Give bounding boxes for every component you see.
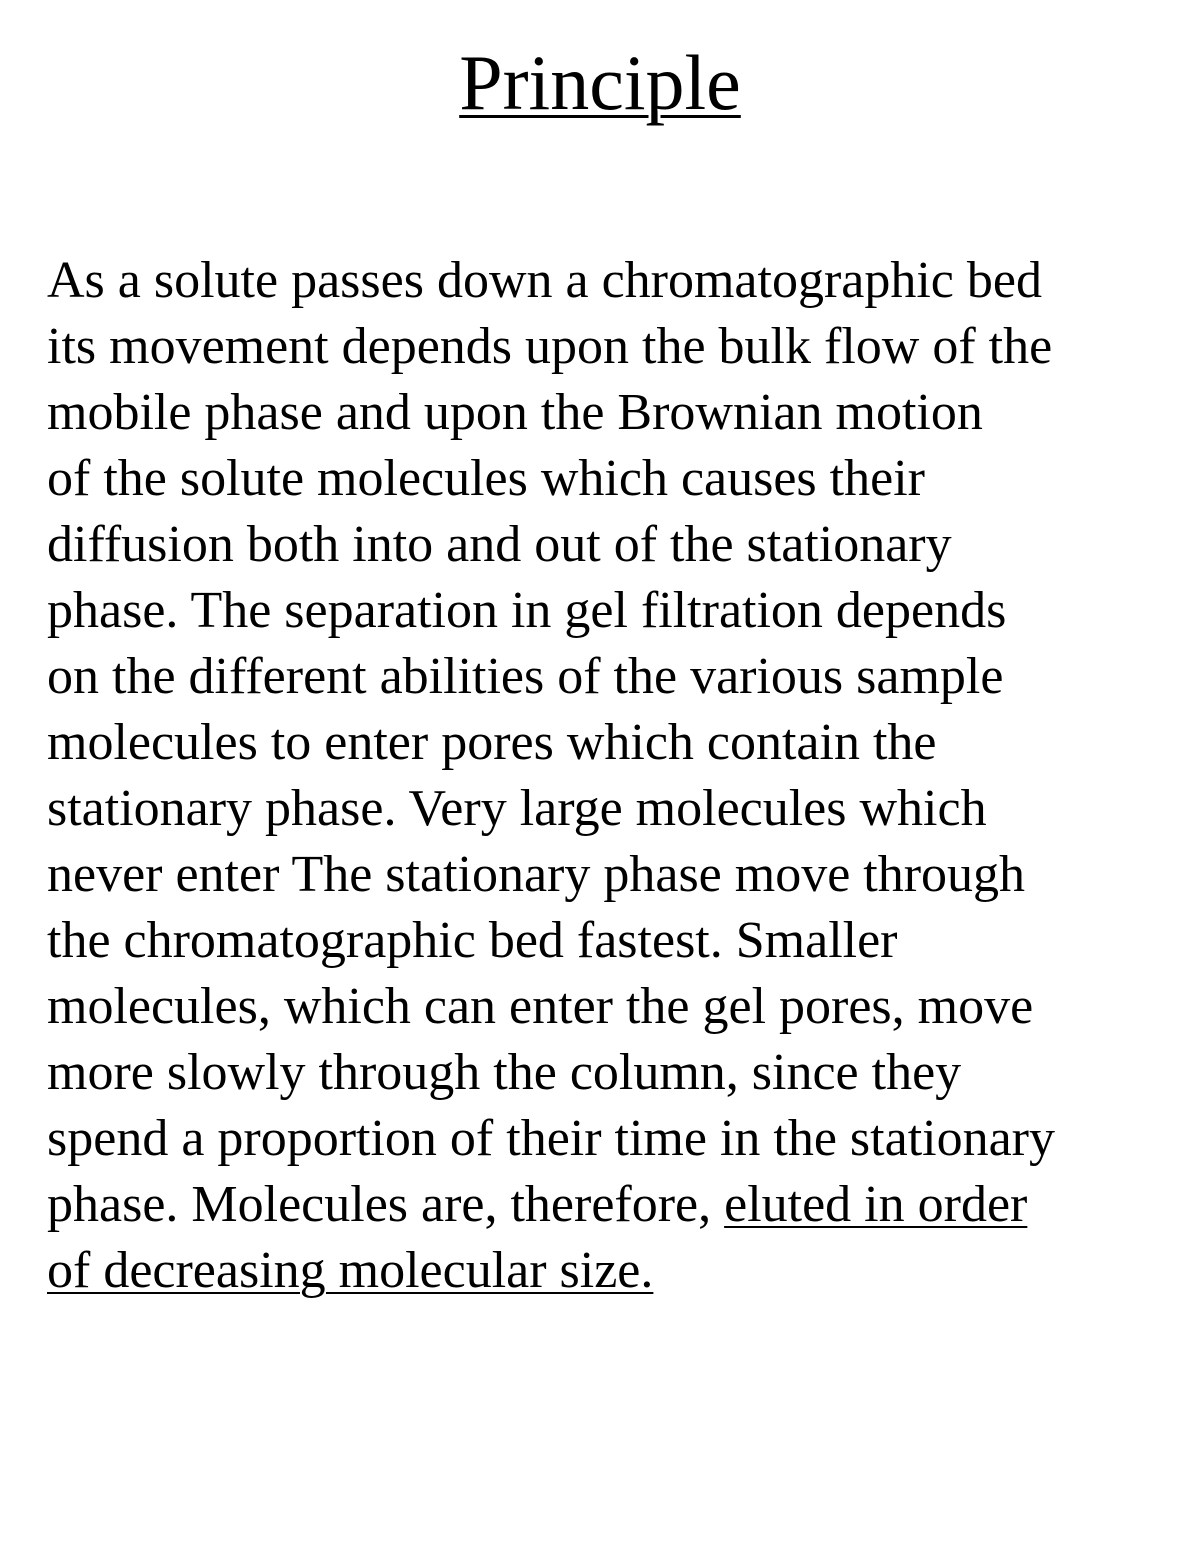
paragraph-line-10: never enter The stationary phase move through (47, 846, 1026, 903)
emphasis-underlined-text-continued: of decreasing molecular size. (47, 1242, 654, 1299)
paragraph-line-12: molecules, which can enter the gel pores, move (47, 978, 1034, 1035)
paragraph-line-1: As a solute passes down a chromatographic bed (47, 252, 1042, 309)
paragraph-line-15-text: phase. Molecules are, therefore, (47, 1176, 725, 1233)
page-title-text: Principle (459, 39, 741, 126)
paragraph-line-15 (47, 1172, 1157, 1238)
page-title (0, 38, 1200, 128)
paragraph-line-4: of the solute molecules which causes their (47, 450, 925, 507)
paragraph-line-16 (47, 1238, 1157, 1304)
paragraph-line-7: on the different abilities of the various sample (47, 648, 1004, 705)
paragraph-line-11: the chromatographic bed fastest. Smaller (47, 912, 898, 969)
paragraph-line-5: diffusion both into and out of the stationary (47, 516, 952, 573)
paragraph-line-8: molecules to enter pores which contain the (47, 714, 937, 771)
paragraph-line-9: stationary phase. Very large molecules which (47, 780, 987, 837)
paragraph-line-6: phase. The separation in gel filtration depends (47, 582, 1007, 639)
paragraph-line-3: mobile phase and upon the Brownian motion (47, 384, 983, 441)
paragraph-line-14: spend a proportion of their time in the stationary (47, 1110, 1055, 1167)
paragraph-line-13: more slowly through the column, since they (47, 1044, 962, 1101)
emphasis-underlined-text: eluted in order (724, 1176, 1028, 1233)
paragraph-line-2: its movement depends upon the bulk flow of the (47, 318, 1053, 375)
body-paragraph (47, 248, 1157, 1304)
